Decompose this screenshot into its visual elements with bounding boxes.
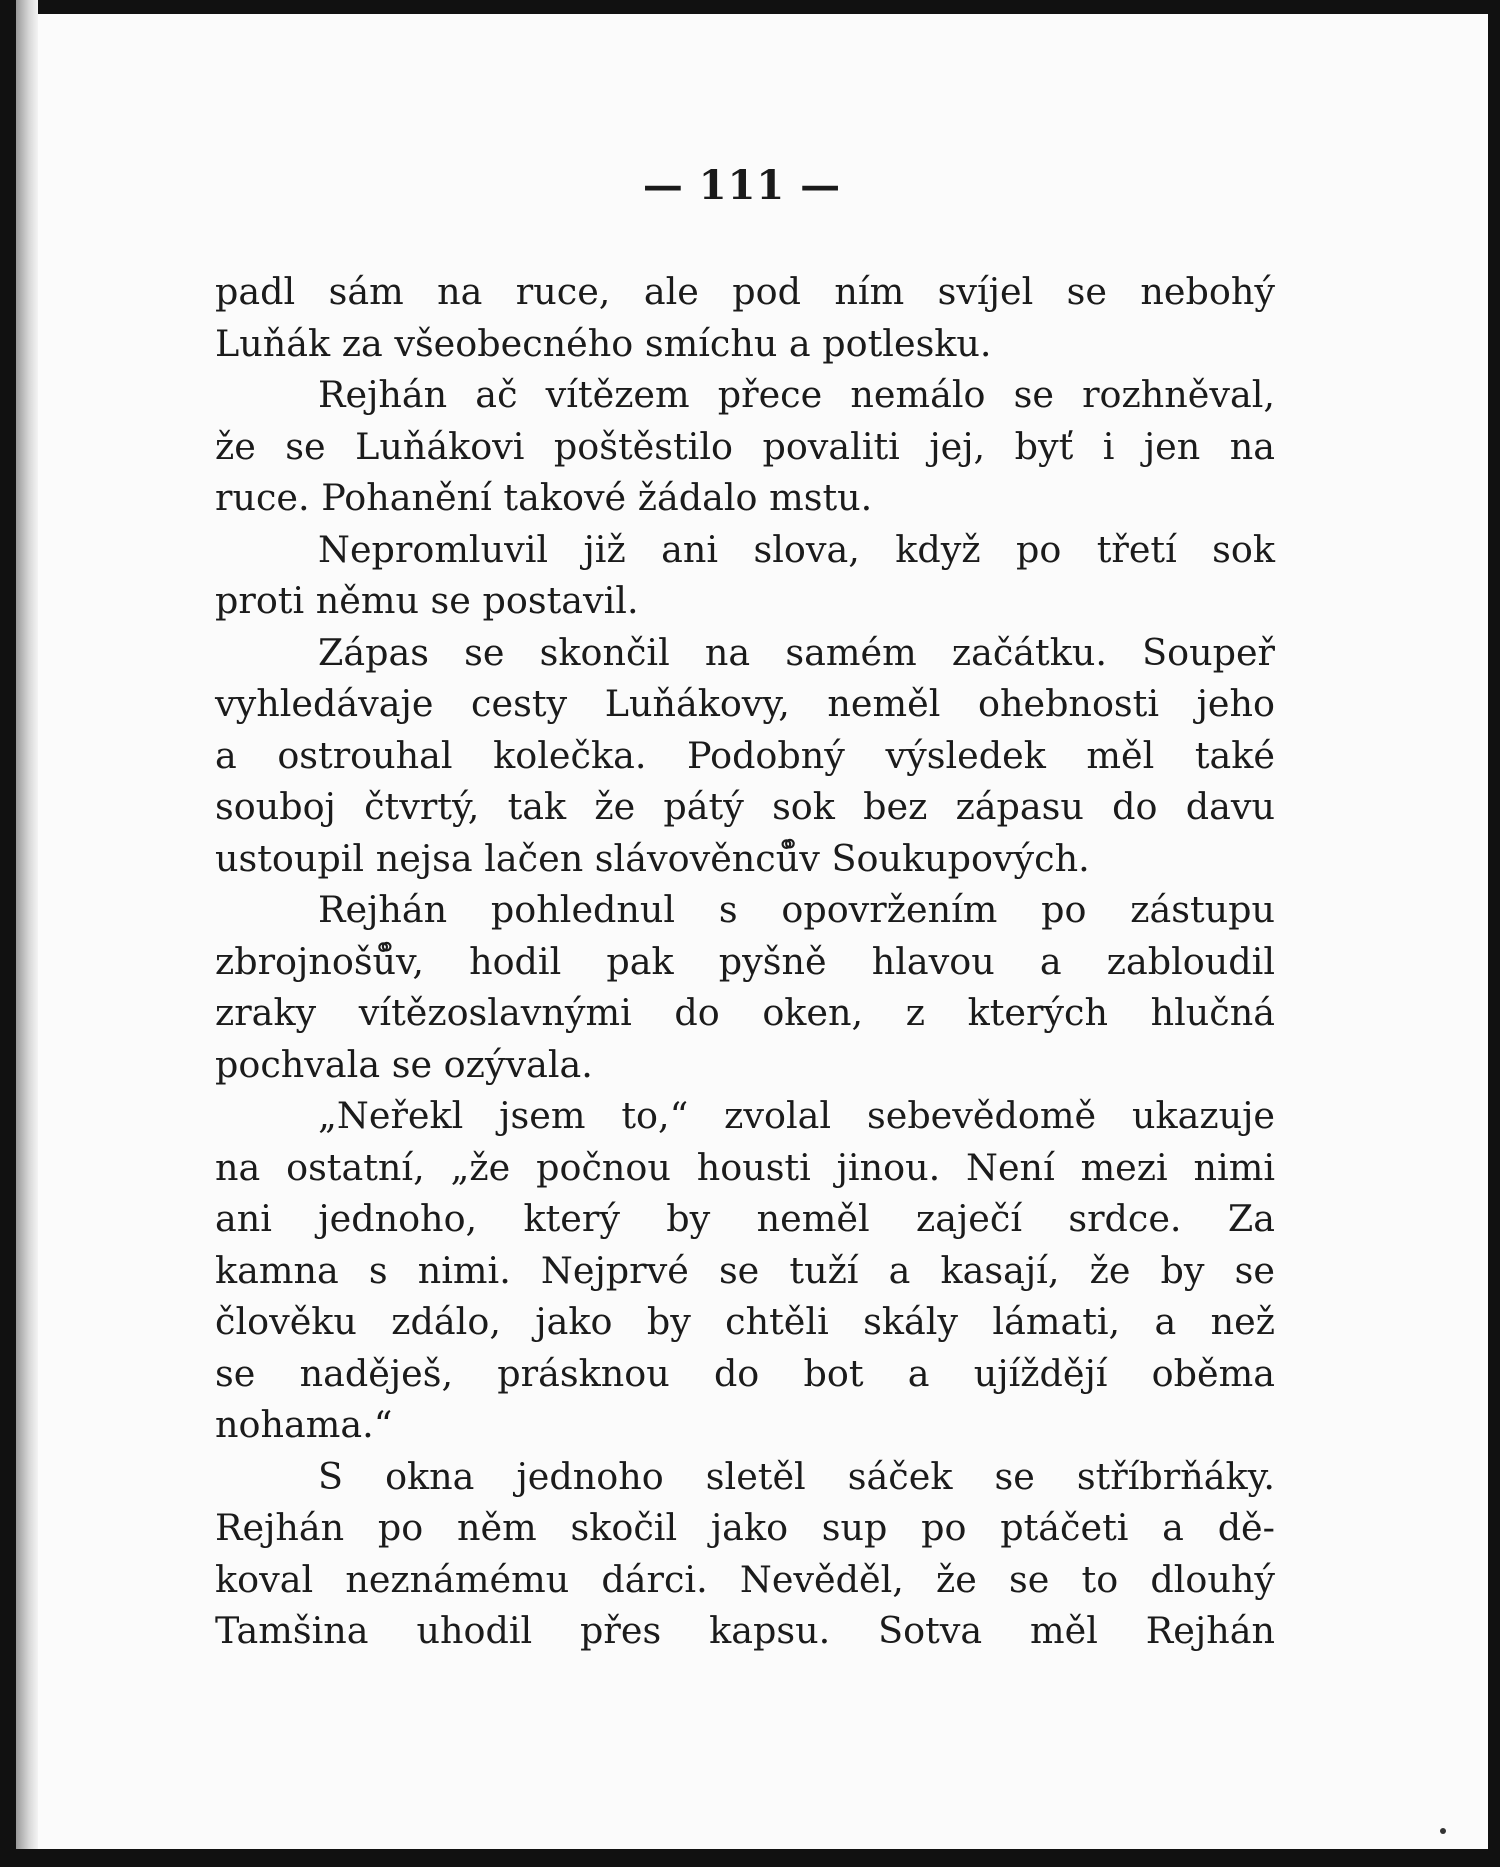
text-line: padl sám na ruce, ale pod ním svíjel se nebohý: [215, 270, 1275, 313]
text-line: ani jednoho, který by neměl zaječí srdce. Za: [215, 1197, 1275, 1240]
text-line: ustoupil nejsa lačen slávověnců̊v Soukupových.: [215, 836, 1090, 880]
text-line: S okna jednoho sletěl sáček se stříbrňáky.: [318, 1454, 1275, 1498]
text-line: vyhledávaje cesty Luňákovy, neměl ohebnosti jeho: [215, 682, 1275, 725]
text-line: proti němu se postavil.: [215, 579, 639, 622]
text-line: „Neřekl jsem to,“ zvolal sebevědomě ukazuje: [318, 1094, 1275, 1137]
text-line: a ostrouhal kolečka. Podobný výsledek měl také: [215, 733, 1275, 777]
scan-border-right: [1488, 0, 1500, 1867]
text-line: na ostatní, „že počnou housti jinou. Není mezi nimi: [215, 1145, 1275, 1189]
text-line: Rejhán pohlednul s opovržením po zástupu: [318, 888, 1275, 931]
text-line: pochvala se ozývala.: [215, 1042, 593, 1086]
text-line: zbrojnošů̊v, hodil pak pyšně hlavou a zabloudil: [215, 939, 1275, 983]
text-line: se naděješ, prásknou do bot a ujíždějí oběma: [215, 1351, 1275, 1395]
body-text: [215, 266, 1275, 1657]
text-line: že se Luňákovi poštěstilo povaliti jej, byť i jen na: [215, 424, 1275, 468]
text-line: koval neznámému dárci. Nevěděl, že se to dlouhý: [215, 1557, 1275, 1601]
scan-border-bottom: [0, 1849, 1500, 1867]
scan-speck: [1440, 1828, 1446, 1834]
text-line: Zápas se skončil na samém začátku. Soupeř: [318, 630, 1275, 674]
text-line: souboj čtvrtý, tak že pátý sok bez zápasu do davu: [215, 785, 1275, 828]
text-line: Tamšina uhodil přes kapsu. Sotva měl Rejhán: [215, 1609, 1275, 1652]
book-gutter-shadow: [16, 0, 38, 1867]
scan-border-top: [0, 0, 1500, 14]
text-line: nohama.“: [215, 1403, 393, 1446]
text-line: Luňák za všeobecného smíchu a potlesku.: [215, 321, 992, 365]
page-number: — 111 —: [642, 162, 842, 209]
text-line: Rejhán ač vítězem přece nemálo se rozhněval,: [318, 373, 1275, 416]
text-line: Nepromluvil již ani slova, když po třetí sok: [318, 527, 1275, 571]
text-line: Rejhán po něm skočil jako sup po ptáčeti a dě-: [215, 1506, 1275, 1549]
page-sheet: [38, 14, 1488, 1849]
text-line: člověku zdálo, jako by chtěli skály lámati, a než: [215, 1300, 1275, 1343]
scan-border-left: [0, 0, 16, 1867]
text-line: kamna s nimi. Nejprvé se tuží a kasají, že by se: [215, 1248, 1275, 1292]
text-line: ruce. Pohanění takové žádalo mstu.: [215, 476, 873, 519]
text-line: zraky vítězoslavnými do oken, z kterých hlučná: [215, 991, 1275, 1034]
